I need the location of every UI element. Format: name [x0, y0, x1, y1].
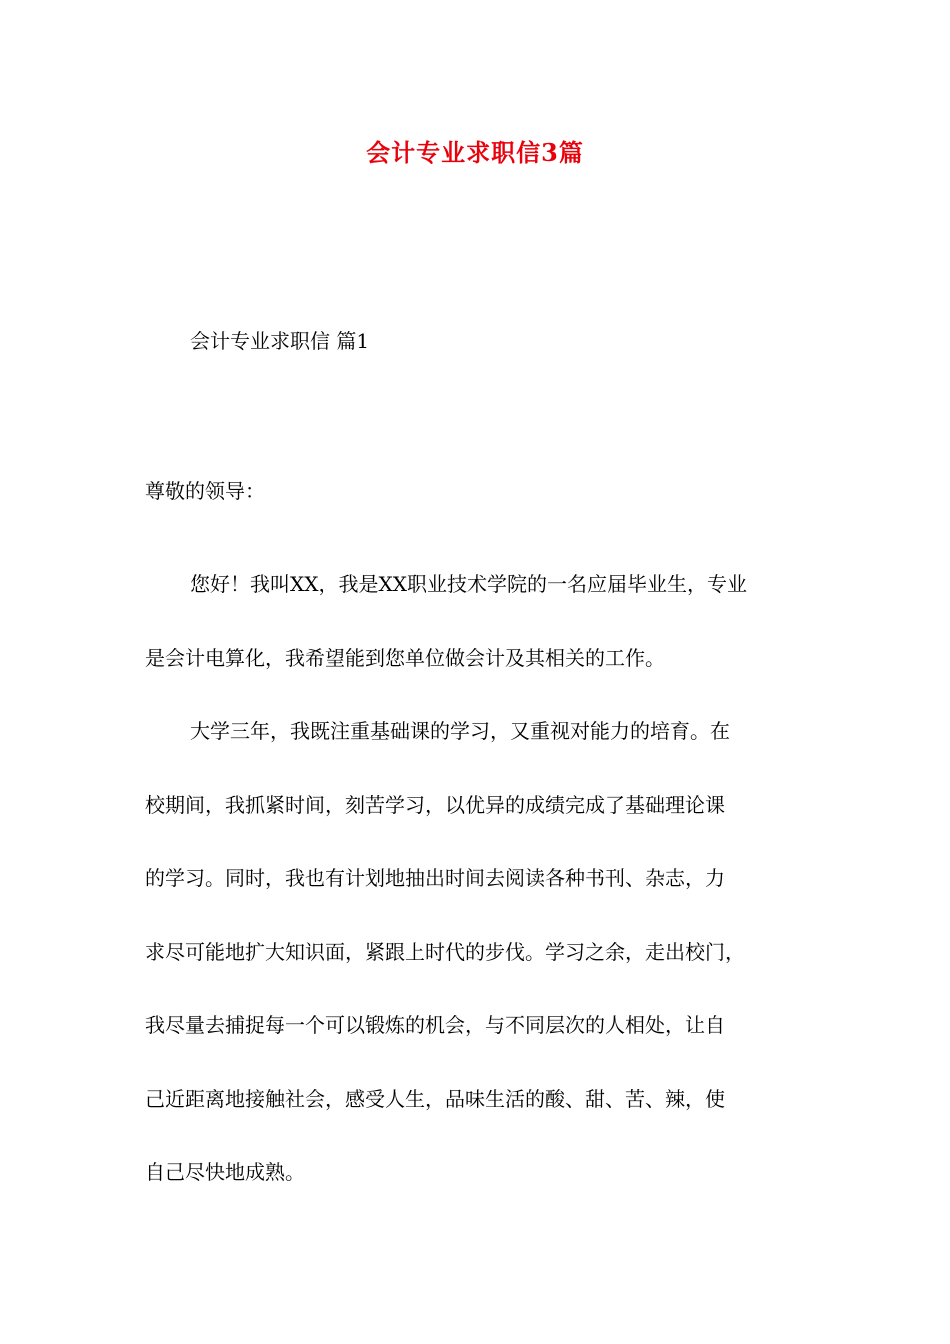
- body-line: 的学习。同时，我也有计划地抽出时间去阅读各种书刊、杂志，力: [145, 866, 725, 890]
- body-line: 我尽量去捕捉每一个可以锻炼的机会，与不同层次的人相处，让自: [145, 1013, 725, 1037]
- salutation: 尊敬的领导：: [145, 479, 265, 503]
- body-line: 大学三年，我既注重基础课的学习，又重视对能力的培育。在: [190, 719, 730, 743]
- section-heading: 会计专业求职信 篇1: [190, 329, 370, 353]
- body-line: 求尽可能地扩大知识面，紧跟上时代的步伐。学习之余，走出校门，: [145, 939, 745, 964]
- document-title: 会计专业求职信3篇: [366, 138, 584, 167]
- body-line: 自己尽快地成熟。: [145, 1160, 305, 1184]
- body-line: 是会计电算化，我希望能到您单位做会计及其相关的工作。: [145, 645, 665, 670]
- body-line: 校期间，我抓紧时间，刻苦学习，以优异的成绩完成了基础理论课: [145, 792, 725, 817]
- letter-body: [145, 548, 810, 1210]
- body-line: 己近距离地接触社会，感受人生，品味生活的酸、甜、苦、辣，使: [145, 1086, 725, 1111]
- body-line: 您好！我叫XX，我是XX职业技术学院的一名应届毕业生，专业: [190, 572, 747, 596]
